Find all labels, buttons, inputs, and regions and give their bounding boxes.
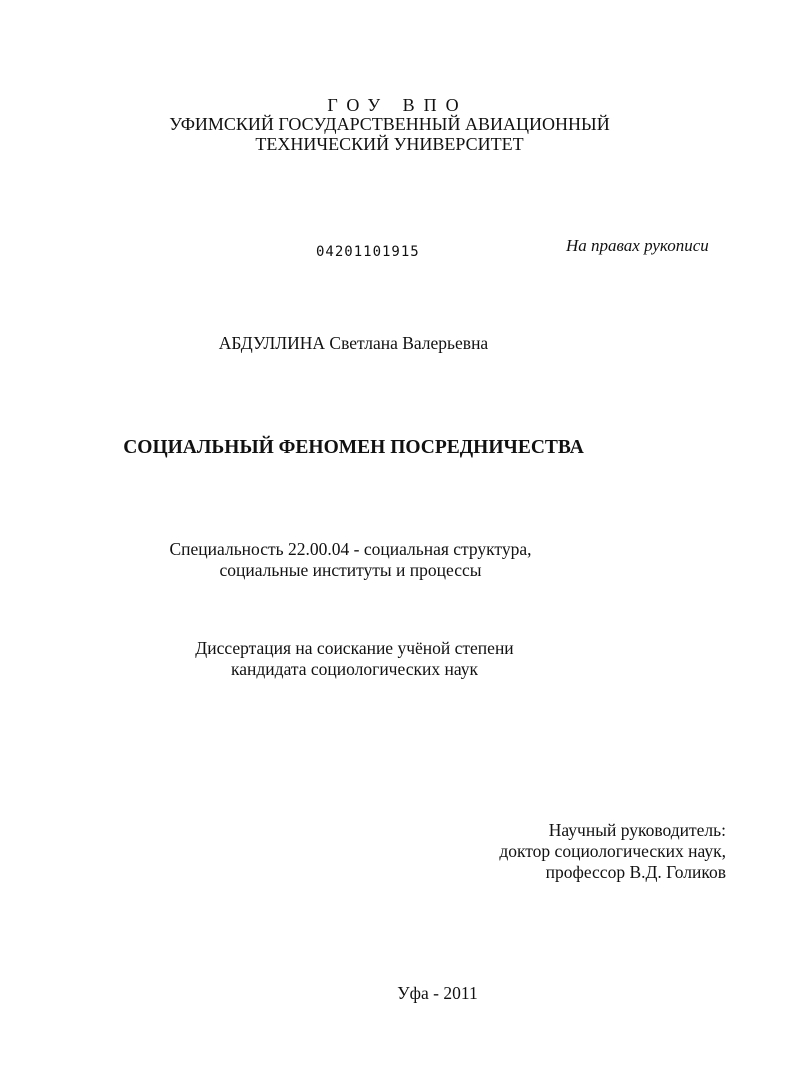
university-name-line2: ТЕХНИЧЕСКИЙ УНИВЕРСИТЕТ bbox=[255, 134, 524, 154]
degree-line1: Диссертация на соискание учёной степени bbox=[195, 638, 514, 658]
org-abbreviation: ГОУ ВПО bbox=[327, 95, 468, 115]
university-name-line1: УФИМСКИЙ ГОСУДАРСТВЕННЫЙ АВИАЦИОННЫЙ bbox=[169, 114, 610, 134]
supervisor-degree: доктор социологических наук, bbox=[499, 841, 726, 861]
supervisor-label: Научный руководитель: bbox=[548, 820, 726, 840]
specialty-line2: социальные институты и процессы bbox=[219, 560, 482, 580]
author-name: АБДУЛЛИНА Светлана Валерьевна bbox=[218, 333, 489, 353]
specialty-line1: Специальность 22.00.04 - социальная структура, bbox=[169, 539, 532, 559]
degree-line2: кандидата социологических наук bbox=[231, 659, 478, 679]
supervisor-name: профессор В.Д. Голиков bbox=[545, 862, 726, 882]
city-year: Уфа - 2011 bbox=[397, 983, 478, 1003]
manuscript-rights-note: На правах рукописи bbox=[566, 236, 709, 255]
dissertation-title: СОЦИАЛЬНЫЙ ФЕНОМЕН ПОСРЕДНИЧЕСТВА bbox=[123, 437, 584, 458]
registration-number: 04201101915 bbox=[316, 244, 420, 260]
